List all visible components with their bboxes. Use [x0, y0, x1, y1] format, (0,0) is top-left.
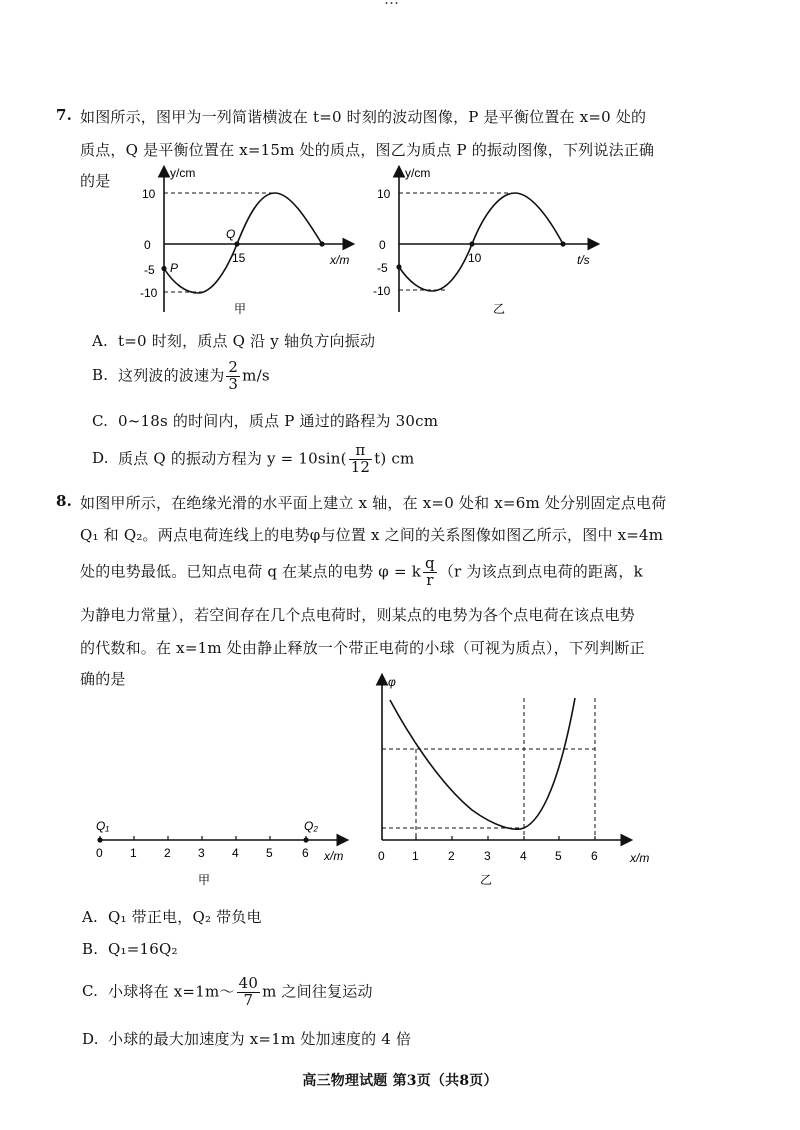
option-text: 0~18s 的时间内，质点 P 通过的路程为 30cm — [118, 412, 439, 430]
tick-label: 3 — [484, 849, 491, 863]
option-letter: B. — [92, 366, 109, 385]
charge-q2-label: Q₂ — [304, 819, 318, 833]
end-dot — [560, 241, 565, 246]
option-text: 小球将在 x=1m～ — [108, 982, 235, 1001]
option-b — [82, 940, 178, 958]
tick-label: 15 — [232, 251, 246, 265]
t-axis-label: t/s — [577, 253, 590, 267]
charge-q1-dot — [97, 837, 102, 842]
wave-graph-jia — [130, 160, 360, 320]
point-p-dot — [161, 266, 166, 271]
point-q-dot — [234, 241, 239, 246]
tick-label: 0 — [144, 238, 151, 252]
crossing-dot — [469, 241, 474, 246]
header-fragment — [384, 0, 399, 8]
option-letter: A. — [82, 908, 99, 926]
point-p-label: P — [170, 261, 179, 275]
option-letter: D. — [92, 449, 109, 468]
tick-label: 2 — [448, 849, 455, 863]
fraction — [226, 360, 240, 393]
option-text: m/s — [242, 366, 270, 385]
option-letter: B. — [82, 940, 99, 958]
potential-graph-yi — [368, 670, 668, 892]
y-axis-label: y/cm — [405, 166, 431, 180]
tick-label: 3 — [198, 846, 205, 860]
text-span: 处的电势最低。已知点电荷 q 在某点的电势 φ = k — [80, 562, 422, 581]
fraction-denominator: 12 — [350, 457, 371, 476]
question-text-line: 确的是 — [80, 670, 126, 688]
option-c — [82, 976, 373, 1009]
graph-caption: 乙 — [493, 302, 506, 316]
option-letter: D. — [82, 1030, 99, 1048]
graph-caption: 甲 — [198, 873, 211, 887]
tick-label: -5 — [144, 263, 155, 277]
tick-label: 0 — [96, 846, 103, 860]
y-axis-label: φ — [388, 675, 396, 689]
end-dot — [319, 241, 324, 246]
potential-curve — [390, 698, 575, 829]
x-axis-label: x/m — [630, 851, 650, 865]
tick-label: 6 — [591, 849, 598, 863]
fraction — [237, 976, 261, 1009]
tick-label: 4 — [232, 846, 239, 860]
page-footer: 高三物理试题 第3页（共8页） — [302, 1073, 498, 1089]
text-span: （r 为该点到点电荷的距离，k — [438, 562, 643, 581]
question-text-line: 的是 — [80, 172, 111, 190]
tick-label: 5 — [266, 846, 273, 860]
tick-label: 1 — [412, 849, 419, 863]
fraction-numerator: 40 — [238, 974, 259, 992]
option-d — [82, 1028, 411, 1049]
option-b — [92, 360, 270, 393]
graph-caption: 甲 — [234, 302, 247, 316]
option-a — [92, 330, 375, 351]
option-text: Q₁=16Q₂ — [108, 940, 178, 958]
charge-axis-jia — [88, 812, 358, 892]
option-a — [82, 906, 262, 927]
graph-caption: 乙 — [480, 873, 493, 887]
option-text: 这列波的波速为 — [118, 366, 225, 385]
point-q-label: Q — [226, 227, 236, 241]
tick-label: 10 — [142, 187, 156, 201]
tick-label: -5 — [377, 261, 388, 275]
option-text: 质点 Q 的振动方程为 y = 10sin( — [118, 449, 347, 468]
tick-label: 0 — [378, 849, 385, 863]
vibration-graph-yi — [365, 160, 605, 320]
option-d — [92, 443, 414, 476]
option-text: Q₁ 带正电，Q₂ 带负电 — [108, 908, 262, 926]
question-text-line — [80, 556, 643, 589]
tick-label: -10 — [373, 284, 391, 298]
option-text: t) cm — [374, 449, 415, 468]
option-text: 小球的最大加速度为 x=1m 处加速度的 4 倍 — [108, 1030, 412, 1048]
tick-label: -10 — [140, 286, 158, 300]
fraction — [349, 443, 373, 476]
option-letter: C. — [92, 412, 109, 430]
tick-label: 2 — [164, 846, 171, 860]
fraction-numerator: 2 — [228, 358, 239, 376]
wave-curve — [164, 193, 322, 293]
question-number: 7. — [56, 106, 73, 124]
fraction-denominator: 7 — [243, 990, 254, 1009]
vibration-curve — [399, 193, 563, 291]
option-letter: C. — [82, 982, 99, 1001]
tick-label: 0 — [379, 238, 386, 252]
start-dot — [396, 264, 401, 269]
question-text-line: 的代数和。在 x=1m 处由静止释放一个带正电荷的小球（可视为质点），下列判断正 — [80, 639, 645, 657]
x-axis-label: x/m — [330, 253, 350, 267]
tick-label: 1 — [130, 846, 137, 860]
question-text-line: 质点，Q 是平衡位置在 x=15m 处的质点，图乙为质点 P 的振动图像，下列说法正确 — [80, 141, 655, 159]
tick-label: 6 — [302, 846, 309, 860]
option-text: t=0 时刻，质点 Q 沿 y 轴负方向振动 — [118, 332, 376, 350]
tick-label: 10 — [377, 187, 391, 201]
tick-label: 5 — [555, 849, 562, 863]
tick-label: 10 — [468, 251, 482, 265]
y-axis-label: y/cm — [170, 166, 196, 180]
fraction-numerator: q — [425, 554, 435, 572]
question-number: 8. — [56, 492, 73, 510]
question-text-line: 如图甲所示，在绝缘光滑的水平面上建立 x 轴，在 x=0 处和 x=6m 处分别固定点电荷 — [80, 494, 667, 512]
tick-label: 4 — [520, 849, 527, 863]
option-text: m 之间往复运动 — [262, 982, 373, 1001]
question-text-line: 如图所示，图甲为一列简谐横波在 t=0 时刻的波动图像，P 是平衡位置在 x=0 处的 — [80, 108, 647, 126]
option-letter: A. — [92, 332, 109, 350]
option-c — [92, 410, 438, 431]
x-axis-label: x/m — [324, 849, 344, 863]
charge-q2-dot — [303, 837, 308, 842]
question-text-line: Q₁ 和 Q₂。两点电荷连线上的电势φ与位置 x 之间的关系图像如图乙所示，图中 x=4m — [80, 526, 664, 544]
fraction — [423, 556, 437, 589]
fraction-denominator: 3 — [228, 374, 239, 393]
fraction-numerator: π — [349, 443, 373, 460]
question-text-line: 为静电力常量），若空间存在几个点电荷时，则某点的电势为各个点电荷在该点电势 — [80, 606, 635, 624]
fraction-denominator: r — [426, 570, 434, 589]
charge-q1-label: Q₁ — [96, 819, 110, 833]
